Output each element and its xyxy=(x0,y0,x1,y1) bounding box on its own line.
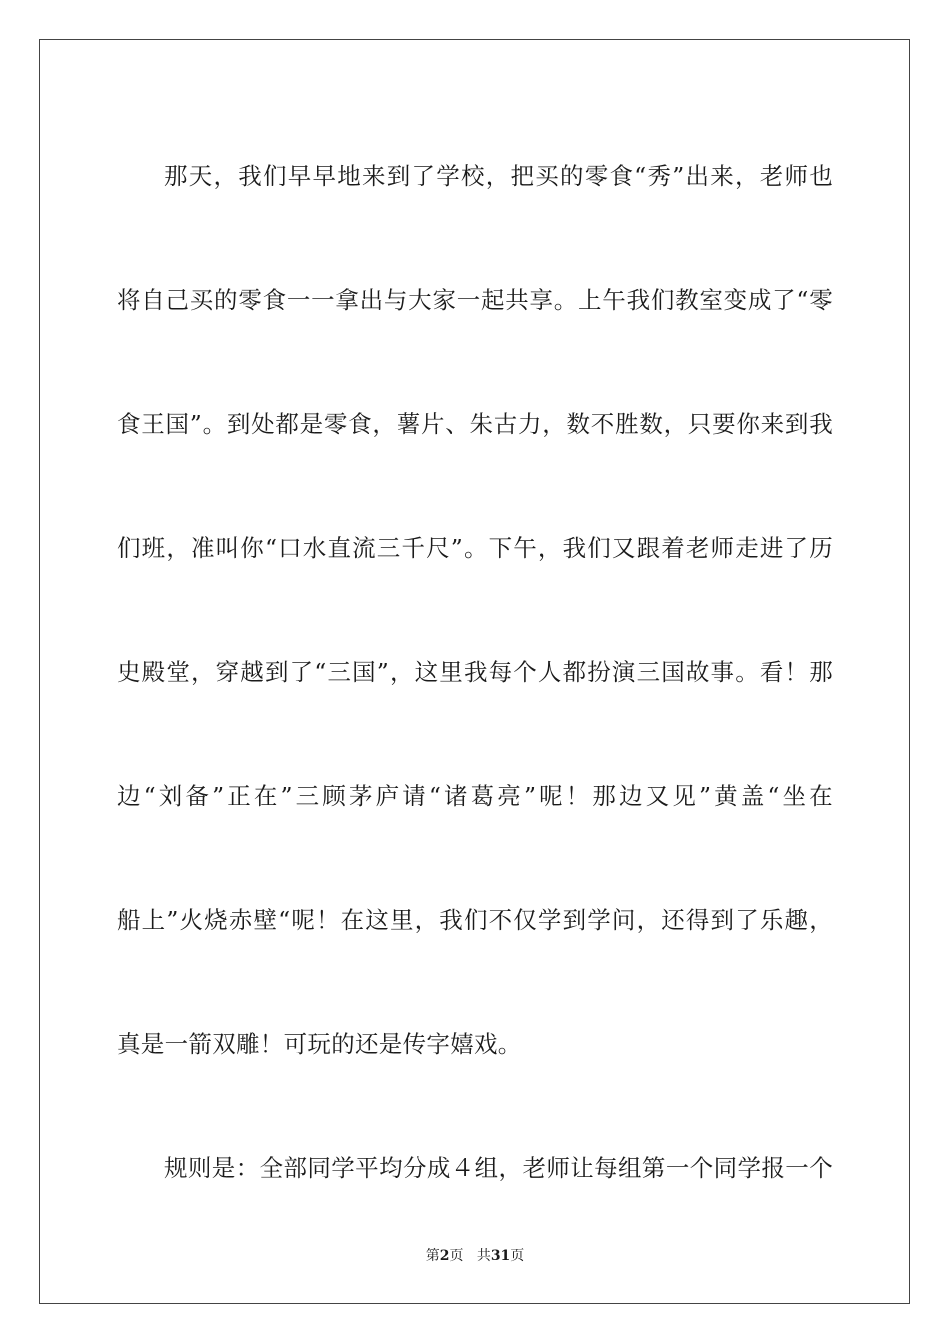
page-prefix: 第 xyxy=(425,1248,440,1264)
paragraph-1-line-4: 们班，准叫你“口水直流三千尺”。下午，我们又跟着老师走进了历 xyxy=(117,533,833,562)
paragraph-1-line-5: 史殿堂，穿越到了“三国”，这里我每个人都扮演三国故事。看！那 xyxy=(117,657,833,686)
total-prefix: 共 xyxy=(476,1248,491,1264)
paragraph-1-line-6: 边“刘备”正在”三顾茅庐请“诸葛亮”呢！那边又见”黄盖“坐在 xyxy=(117,781,833,810)
paragraph-1-line-7: 船上”火烧赤壁“呢！在这里，我们不仅学到学问，还得到了乐趣， xyxy=(117,905,833,934)
total-suffix: 页 xyxy=(510,1248,525,1264)
page-total: 31 xyxy=(490,1248,511,1264)
paragraph-2-line-1: 规则是：全部同学平均分成４组，老师让每组第一个同学报一个 xyxy=(164,1153,833,1182)
paragraph-1-line-3: 食王国”。到处都是零食，薯片、朱古力，数不胜数，只要你来到我 xyxy=(117,409,833,438)
paragraph-1-line-1: 那天，我们早早地来到了学校，把买的零食“秀”出来，老师也 xyxy=(164,161,833,190)
page-current: 2 xyxy=(439,1248,450,1264)
paragraph-1-line-8: 真是一箭双雕！可玩的还是传字嬉戏。 xyxy=(117,1029,522,1058)
page-footer xyxy=(0,1247,950,1265)
paragraph-1-line-2: 将自己买的零食一一拿出与大家一起共享。上午我们教室变成了“零 xyxy=(117,285,833,314)
page-suffix: 页 xyxy=(449,1248,464,1264)
